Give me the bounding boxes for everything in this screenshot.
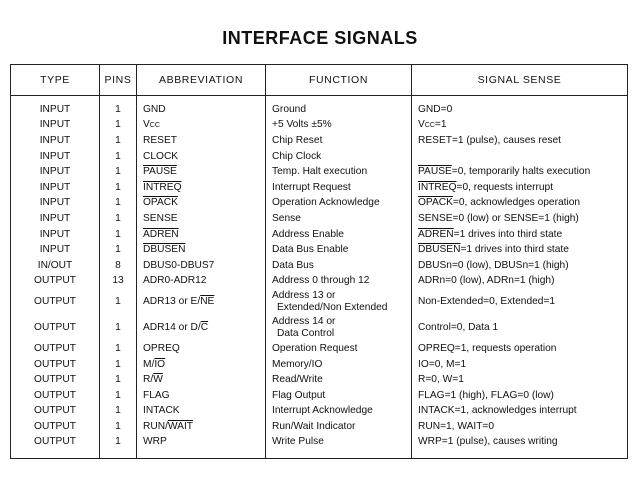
pins-cell: 1 — [100, 289, 137, 315]
type-cell: OUTPUT — [34, 358, 76, 370]
signal-sense-cell: FLAG=1 (high), FLAG=0 (low) — [412, 388, 628, 404]
pins-cell: 8 — [100, 258, 137, 274]
signal-sense-cell: WRP=1 (pulse), causes writing — [412, 435, 628, 459]
abbreviation-cell: SENSE — [137, 211, 266, 227]
page-title: INTERFACE SIGNALS — [222, 28, 418, 48]
type-cell: INPUT — [39, 119, 71, 131]
function-cell: Address 14 or Data Control — [266, 315, 412, 341]
signal-sense-cell: R=0, W=1 — [412, 372, 628, 388]
table-row — [11, 419, 628, 435]
pins-cell: 1 — [100, 242, 137, 258]
table-row — [11, 435, 628, 459]
type-cell: OUTPUT — [34, 405, 76, 417]
header-abbreviation: ABBREVIATION — [137, 65, 266, 96]
type-cell: INPUT — [39, 244, 71, 256]
abbreviation-cell: ADR14 or $D/\overline{C}$ — [137, 315, 266, 341]
table-row — [11, 242, 628, 258]
table-row — [11, 227, 628, 243]
header-function: FUNCTION — [266, 65, 412, 96]
table-row — [11, 96, 628, 118]
table-row — [11, 196, 628, 212]
header-pins: PINS — [100, 65, 137, 96]
signal-sense-cell: DBUSEN=1 drives into third state — [412, 242, 628, 258]
abbreviation-cell: PAUSE — [137, 164, 266, 180]
pins-cell: 1 — [100, 435, 137, 459]
abbreviation-cell: RESET — [137, 133, 266, 149]
signal-sense-cell: Non-Extended=0, Extended=1 — [412, 289, 628, 315]
type-cell: INPUT — [39, 103, 71, 115]
type-cell: OUTPUT — [34, 275, 76, 287]
pins-cell: 13 — [100, 274, 137, 290]
signal-sense-cell: ADREN=1 drives into third state — [412, 227, 628, 243]
type-cell: OUTPUT — [34, 420, 76, 432]
abbreviation-cell: FLAG — [137, 388, 266, 404]
pins-cell: 1 — [100, 315, 137, 341]
abbreviation-cell: OPREQ — [137, 341, 266, 357]
table-row — [11, 133, 628, 149]
type-cell: OUTPUT — [34, 342, 76, 354]
signal-sense-cell: IO=0, M=1 — [412, 357, 628, 373]
type-cell: INPUT — [39, 197, 71, 209]
signal-sense-cell: OPREQ=1, requests operation — [412, 341, 628, 357]
pins-cell: 1 — [100, 164, 137, 180]
function-cell: Ground — [266, 96, 412, 118]
type-cell: IN/OUT — [37, 259, 73, 271]
interface-signals-table — [10, 64, 628, 459]
pins-cell: 1 — [100, 133, 137, 149]
signal-sense-cell: SENSE=0 (low) or SENSE=1 (high) — [412, 211, 628, 227]
signal-sense-cell: ADRn=0 (low), ADRn=1 (high) — [412, 274, 628, 290]
abbreviation-cell: DBUS0-DBUS7 — [137, 258, 266, 274]
abbreviation-cell: CLOCK — [137, 149, 266, 165]
abbreviation-cell: WRP — [137, 435, 266, 459]
pins-cell: 1 — [100, 211, 137, 227]
abbreviation-cell: RUN/WAIT — [137, 419, 266, 435]
pins-cell: 1 — [100, 180, 137, 196]
header-row — [11, 65, 628, 96]
function-cell: Address 13 or Extended/Non Extended — [266, 289, 412, 315]
signal-sense-cell: PAUSE=0, temporarily halts execution — [412, 164, 628, 180]
pins-cell: 1 — [100, 227, 137, 243]
pins-cell: 1 — [100, 149, 137, 165]
abbreviation-cell: VCC — [137, 118, 266, 134]
type-cell: INPUT — [39, 212, 71, 224]
abbreviation-cell: $M/\overline{IO}$ — [137, 357, 266, 373]
abbreviation-cell: $R/\overline{W}$ — [137, 372, 266, 388]
pins-cell: 1 — [100, 388, 137, 404]
abbreviation-cell: ADREN — [137, 227, 266, 243]
pins-cell: 1 — [100, 96, 137, 118]
table-row — [11, 388, 628, 404]
table-row — [11, 341, 628, 357]
signal-sense-cell: VCC=1 — [412, 118, 628, 134]
table-row — [11, 164, 628, 180]
function-cell: Interrupt Request — [266, 180, 412, 196]
abbreviation-cell: INTACK — [137, 404, 266, 420]
type-cell: OUTPUT — [34, 436, 76, 448]
type-cell: OUTPUT — [34, 374, 76, 386]
abbreviation-cell: GND — [137, 96, 266, 118]
table-row — [11, 404, 628, 420]
pins-cell: 1 — [100, 196, 137, 212]
table-row — [11, 372, 628, 388]
function-cell: Data Bus Enable — [266, 242, 412, 258]
function-cell: Flag Output — [266, 388, 412, 404]
table-row — [11, 357, 628, 373]
type-cell: INPUT — [39, 166, 71, 178]
pins-cell: 1 — [100, 118, 137, 134]
signal-sense-cell: INTREQ=0, requests interrupt — [412, 180, 628, 196]
type-cell: OUTPUT — [34, 322, 76, 334]
table-row — [11, 289, 628, 315]
function-cell: Address Enable — [266, 227, 412, 243]
signal-sense-cell: INTACK=1, acknowledges interrupt — [412, 404, 628, 420]
header-type: TYPE — [11, 65, 100, 96]
pins-cell: 1 — [100, 357, 137, 373]
table-row — [11, 315, 628, 341]
function-cell: Run/Wait Indicator — [266, 419, 412, 435]
type-cell: INPUT — [39, 134, 71, 146]
table-row — [11, 211, 628, 227]
table-row — [11, 258, 628, 274]
function-cell: Operation Acknowledge — [266, 196, 412, 212]
function-cell: Memory/IO — [266, 357, 412, 373]
function-cell: Data Bus — [266, 258, 412, 274]
signal-sense-cell: RUN=1, WAIT=0 — [412, 419, 628, 435]
function-cell: Operation Request — [266, 341, 412, 357]
function-cell: Temp. Halt execution — [266, 164, 412, 180]
abbreviation-cell: ADR0-ADR12 — [137, 274, 266, 290]
type-cell: INPUT — [39, 228, 71, 240]
function-cell: Write Pulse — [266, 435, 412, 459]
table-row — [11, 180, 628, 196]
table-row — [11, 149, 628, 165]
signal-sense-cell: Control=0, Data 1 — [412, 315, 628, 341]
signal-sense-cell: DBUSn=0 (low), DBUSn=1 (high) — [412, 258, 628, 274]
pins-cell: 1 — [100, 341, 137, 357]
function-cell: Address 0 through 12 — [266, 274, 412, 290]
function-cell: +5 Volts ±5% — [266, 118, 412, 134]
abbreviation-cell: ADR13 or $E/\overline{NE}$ — [137, 289, 266, 315]
signal-sense-cell: RESET=1 (pulse), causes reset — [412, 133, 628, 149]
pins-cell: 1 — [100, 404, 137, 420]
abbreviation-cell: INTREQ — [137, 180, 266, 196]
table-row — [11, 274, 628, 290]
function-cell: Read/Write — [266, 372, 412, 388]
function-cell: Chip Reset — [266, 133, 412, 149]
function-cell: Interrupt Acknowledge — [266, 404, 412, 420]
type-cell: OUTPUT — [34, 296, 76, 308]
pins-cell: 1 — [100, 419, 137, 435]
type-cell: INPUT — [39, 150, 71, 162]
pins-cell: 1 — [100, 372, 137, 388]
type-cell: OUTPUT — [34, 389, 76, 401]
table-row — [11, 118, 628, 134]
signal-sense-cell: GND=0 — [412, 96, 628, 118]
signal-sense-cell: OPACK=0, acknowledges operation — [412, 196, 628, 212]
type-cell: INPUT — [39, 181, 71, 193]
function-cell: Chip Clock — [266, 149, 412, 165]
header-signal-sense: SIGNAL SENSE — [412, 65, 628, 96]
signal-sense-cell — [412, 149, 628, 165]
abbreviation-cell: DBUSEN — [137, 242, 266, 258]
abbreviation-cell: OPACK — [137, 196, 266, 212]
function-cell: Sense — [266, 211, 412, 227]
